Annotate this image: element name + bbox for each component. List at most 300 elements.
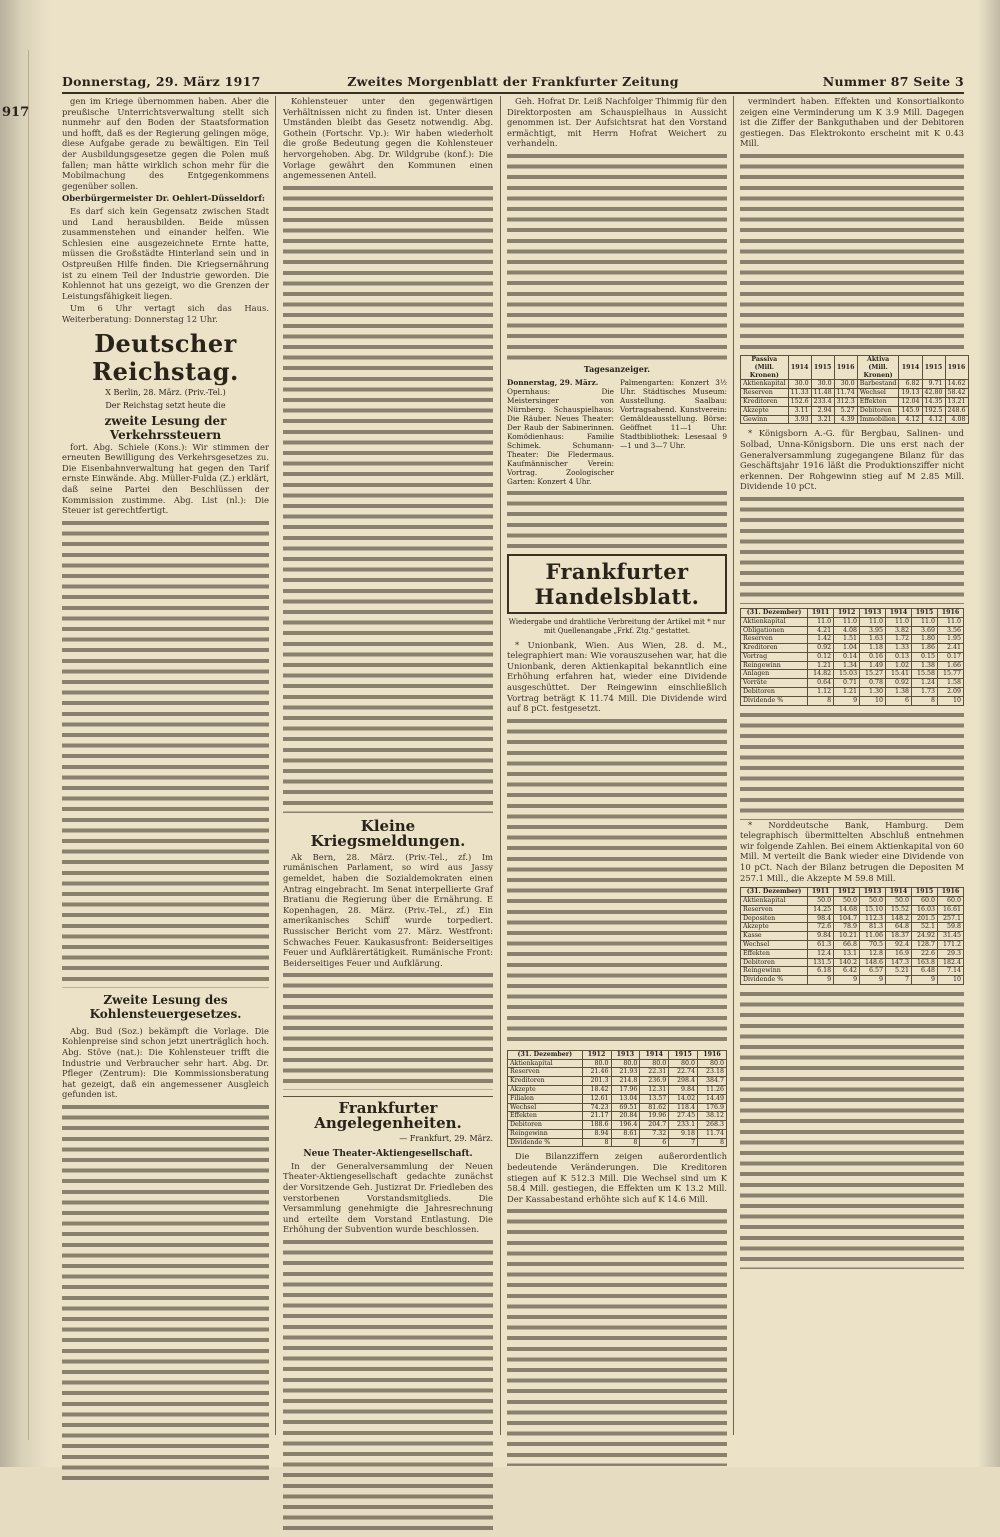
table-header-cell: 1916 <box>937 888 963 897</box>
table-cell: 4.12 <box>899 415 922 424</box>
table-cell: 14.62 <box>945 380 968 389</box>
table-cell: Dividende % <box>508 1138 583 1147</box>
table-cell: 30.0 <box>834 380 857 389</box>
table-cell: 182.4 <box>937 958 963 967</box>
table-cell: 201.3 <box>582 1077 611 1086</box>
table-cell: Reingewinn <box>741 967 808 976</box>
table-row <box>508 1112 727 1121</box>
table-cell: Reingewinn <box>508 1129 583 1138</box>
table-cell: 1.21 <box>808 661 834 670</box>
table-cell: 9.71 <box>922 380 945 389</box>
table-cell: 80.0 <box>640 1059 669 1068</box>
table-header-cell: 1911 <box>808 888 834 897</box>
table-cell: 15.41 <box>886 670 912 679</box>
table-cell: 60.0 <box>937 897 963 906</box>
table-cell: 192.5 <box>922 406 945 415</box>
table-cell: 11.0 <box>886 617 912 626</box>
table-cell: 30.0 <box>788 380 811 389</box>
table-cell: 11.33 <box>788 389 811 398</box>
article-text: Ak Bern, 28. März. (Priv.-Tel., zf.) Im rumänischen Parlament, so wird aus Jassy gemeldet, haben die Sozialdemokraten einen Antrag eingebracht. Im Senat interpellierte Graf Bratianu die Regierung über die Ernährung. E Kopenhagen, 28. März. (Priv.-Tel., zf.) Ein amerikanisches Schiff wurde torpediert. Russischer Bericht vom 27. März. Westfront: Schwaches Feuer. Kaukasusfront: Beiderseitiges Feuer und Aufklärertätigkeit. Rumänische Front: Beiderseitiges Feuer und Aufklärung. <box>283 851 493 968</box>
table-cell: Wechsel <box>741 941 808 950</box>
table-cell: 11.26 <box>698 1085 727 1094</box>
table-cell: 50.0 <box>834 897 860 906</box>
table-cell: 0.92 <box>808 644 834 653</box>
text-lines <box>740 989 964 1269</box>
norddeutsche-table <box>740 887 964 985</box>
table-cell: 8 <box>582 1138 611 1147</box>
table-cell: 9 <box>912 976 938 985</box>
table-cell: Wechsel <box>857 389 899 398</box>
table-cell: 80.0 <box>669 1059 698 1068</box>
table-cell: 14.49 <box>698 1094 727 1103</box>
table-cell: 11.06 <box>860 932 886 941</box>
table-cell: 152.6 <box>788 397 811 406</box>
table-cell: 12.04 <box>899 397 922 406</box>
table-cell: 9 <box>808 976 834 985</box>
table-header-cell: 1913 <box>611 1050 640 1059</box>
table-cell: 58.42 <box>945 389 968 398</box>
table-cell: 233.1 <box>669 1121 698 1130</box>
table-cell: 6 <box>886 696 912 705</box>
table-cell: 13.57 <box>640 1094 669 1103</box>
table-cell: 19.96 <box>640 1112 669 1121</box>
table-cell: 3.95 <box>860 626 886 635</box>
table-cell: 14.82 <box>808 670 834 679</box>
table-cell: 171.2 <box>937 941 963 950</box>
table-cell: 147.3 <box>886 958 912 967</box>
table-cell: 3.82 <box>886 626 912 635</box>
article-text: Kohlensteuer unter den gegenwärtigen Verhältnissen nicht zu finden ist. Unter diesen Umständen bleibt das Gesetz notwendig. Abg. Gothein (Fortschr. Vp.): Wir haben wiederholt die große Bedeutung gegen die Kohlensteuer hervorgehoben. Abg. Dr. Wildgrube (konf.): Die Vorlage gewährt den Kommunen einen angemessenen Anteil. <box>283 96 493 181</box>
table-cell: 0.14 <box>834 652 860 661</box>
table-cell: 268.3 <box>698 1121 727 1130</box>
table-cell: 6.57 <box>860 967 886 976</box>
table-cell: 148.6 <box>860 958 886 967</box>
table-cell: Effekten <box>857 397 899 406</box>
text-lines <box>740 151 964 351</box>
table-cell: 80.0 <box>698 1059 727 1068</box>
table-cell: 12.4 <box>808 949 834 958</box>
table-cell: 0.92 <box>886 679 912 688</box>
table-cell: 1.86 <box>912 644 938 653</box>
kohlensteuer-heading: Zweite Lesung des Kohlensteuergesetzes. <box>89 992 242 1021</box>
table-cell: 4.12 <box>922 415 945 424</box>
table-cell: 20.84 <box>611 1112 640 1121</box>
article-text: Die Bilanzziffern zeigen außerordentlich bedeutende Veränderungen. Die Kreditoren stiegen auf K 512.3 Mill. Die Wechsel sind um K 58.4 Mill. gestiegen, die Effekten um K 13.2 Mill. Der Kassabestand erhöhte sich auf K 14.6 Mill. <box>507 1151 727 1204</box>
text-lines <box>283 1237 493 1537</box>
table-cell: 15.58 <box>912 670 938 679</box>
adjournment-note: Um 6 Uhr vertagt sich das Haus. Weiterberatung: Donnerstag 12 Uhr. <box>62 303 269 324</box>
text-lines <box>740 710 964 820</box>
table-row <box>741 644 964 653</box>
table-cell: 1.24 <box>912 679 938 688</box>
table-cell: 50.0 <box>808 897 834 906</box>
table-cell: Debitoren <box>508 1121 583 1130</box>
table-cell: 1.66 <box>937 661 963 670</box>
table-cell: Aktienkapital <box>508 1059 583 1068</box>
table-cell: 8 <box>808 696 834 705</box>
table-cell: Depositen <box>741 914 808 923</box>
table-cell: 0.78 <box>860 679 886 688</box>
table-header-cell: 1912 <box>834 888 860 897</box>
table-cell: 1.34 <box>834 661 860 670</box>
table-cell: 15.77 <box>937 670 963 679</box>
table-cell: 12.61 <box>582 1094 611 1103</box>
table-cell: 11.74 <box>834 389 857 398</box>
table-cell: 201.5 <box>912 914 938 923</box>
table-cell: 16.61 <box>937 905 963 914</box>
table-cell: 12.31 <box>640 1085 669 1094</box>
table-cell: 9 <box>834 696 860 705</box>
table-cell: 8.61 <box>611 1129 640 1138</box>
table-cell: 3.56 <box>937 626 963 635</box>
table-row <box>508 1138 727 1147</box>
table-cell: Kasse <box>741 932 808 941</box>
table-cell: 13.04 <box>611 1094 640 1103</box>
header-date: Donnerstag, 29. März 1917 <box>62 74 261 89</box>
table-header-cell: 1914 <box>899 355 922 379</box>
table-cell: 0.71 <box>834 679 860 688</box>
table-header-cell: 1916 <box>945 355 968 379</box>
table-cell: Anlagen <box>741 670 808 679</box>
handelsblatt-note: Wiedergabe und drahtliche Verbreitung der Artikel mit * nur mit Quellenangabe „Frkf. Ztg." gestattet. <box>508 617 726 635</box>
table-row <box>741 914 964 923</box>
table-cell: Reserven <box>741 389 789 398</box>
table-cell: 9 <box>860 976 886 985</box>
column-4 <box>740 96 964 1435</box>
table-cell: 1.38 <box>912 661 938 670</box>
table-cell: 81.3 <box>860 923 886 932</box>
table-cell: 384.7 <box>698 1077 727 1086</box>
table-header-row <box>741 608 964 617</box>
article-text: vermindert haben. Effekten und Konsortialkonto zeigen eine Verminderung um K 3.9 Mill. Dagegen ist die Ziffer der Bankguthaben und der Debitoren gestiegen. Das Elektrokonto erscheint mit K 0.43 Mill. <box>740 96 964 149</box>
table-header-cell: 1914 <box>640 1050 669 1059</box>
table-header-cell: (31. Dezember) <box>508 1050 583 1059</box>
table-row <box>508 1094 727 1103</box>
tagesanzeiger-date: Donnerstag, 29. März. <box>507 377 599 387</box>
article-text: fort. Abg. Schiele (Kons.): Wir stimmen der erneuten Bewilligung des Verkehrsgesetzes zu. Die Eisenbahnverwaltung hat gegen den Tarif ernste Einwände. Abg. Müller-Fulda (Z.) erklärt, daß seine Partei den Beschlüssen der Kommission zustimme. Abg. List (nl.): Die Steuer ist gerechtfertigt. <box>62 441 269 516</box>
table-cell: 81.62 <box>640 1103 669 1112</box>
table-cell: 11.0 <box>937 617 963 626</box>
table-cell: 0.16 <box>860 652 886 661</box>
table-cell: 30.0 <box>811 380 834 389</box>
table-cell: 8 <box>912 696 938 705</box>
table-cell: 1.58 <box>937 679 963 688</box>
table-cell: 1.33 <box>886 644 912 653</box>
text-lines <box>507 1206 727 1466</box>
tagesanzeiger-heading: Tagesanzeiger. <box>583 363 651 374</box>
table-cell: Barbestand <box>857 380 899 389</box>
table-header-cell: (31. Dezember) <box>741 608 808 617</box>
text-lines <box>507 716 727 1046</box>
table-cell: 8 <box>611 1138 640 1147</box>
table-cell: 66.8 <box>834 941 860 950</box>
table-cell: 19.13 <box>899 389 922 398</box>
table-cell: 74.23 <box>582 1103 611 1112</box>
table-cell: 2.94 <box>811 406 834 415</box>
previous-page-fragment <box>0 50 29 1440</box>
table-cell: 78.9 <box>834 923 860 932</box>
table-cell: 140.2 <box>834 958 860 967</box>
table-cell: 38.12 <box>698 1112 727 1121</box>
table-cell: 10 <box>860 696 886 705</box>
table-header-cell: 1912 <box>582 1050 611 1059</box>
table-cell: 1.12 <box>808 688 834 697</box>
table-cell: 11.0 <box>808 617 834 626</box>
table-row <box>508 1059 727 1068</box>
table-cell: 14.68 <box>834 905 860 914</box>
table-row <box>741 389 969 398</box>
table-header-cell: 1916 <box>834 355 857 379</box>
table-cell: 176.9 <box>698 1103 727 1112</box>
table-cell: 14.25 <box>808 905 834 914</box>
table-cell: 92.4 <box>886 941 912 950</box>
table-header-cell: 1915 <box>912 608 938 617</box>
table-cell: 204.7 <box>640 1121 669 1130</box>
table-header-row <box>741 355 969 379</box>
table-cell: 248.6 <box>945 406 968 415</box>
table-cell: 13.1 <box>834 949 860 958</box>
table-row <box>741 923 964 932</box>
table-cell: 2.41 <box>937 644 963 653</box>
table-row <box>741 652 964 661</box>
table-cell: 16.9 <box>886 949 912 958</box>
table-cell: 118.4 <box>669 1103 698 1112</box>
column-1 <box>62 96 269 1435</box>
table-row <box>741 679 964 688</box>
table-cell: 3.93 <box>788 415 811 424</box>
previous-page-number: 917 <box>2 105 30 120</box>
column-3 <box>507 96 727 1435</box>
reichstag-intro: Der Reichstag setzt heute die <box>105 401 226 411</box>
table-cell: 8 <box>698 1138 727 1147</box>
page-header <box>62 74 964 94</box>
table-cell: Reingewinn <box>741 661 808 670</box>
table-header-cell: 1914 <box>886 608 912 617</box>
table-cell: 0.64 <box>808 679 834 688</box>
article-text: Es darf sich kein Gegensatz zwischen Stadt und Land herausbilden. Beide müssen zusammenstehen und einander helfen. Wie Schlesien eine ausgezeichnete Ernte hatte, müssen die Großstädte Hinterland sein und in Ostpreußen Hilfe finden. Die Kriegsernährung ist zu einem Teil der Industrie geworden. Die Kohlennot hat uns gezeigt, wo die Grenzen der Leistungsfähigkeit liegen. <box>62 205 269 301</box>
table-cell: 145.9 <box>899 406 922 415</box>
theater-subheading: Neue Theater-Aktiengesellschaft. <box>303 1148 473 1159</box>
table-cell: 1.73 <box>912 688 938 697</box>
table-cell: 128.7 <box>912 941 938 950</box>
table-cell: 9.18 <box>669 1129 698 1138</box>
table-cell: 61.3 <box>808 941 834 950</box>
table-cell: 312.3 <box>834 397 857 406</box>
text-lines <box>62 1102 269 1482</box>
table-cell: 14.35 <box>922 397 945 406</box>
table-cell: 8.94 <box>582 1129 611 1138</box>
table-cell: Vorräte <box>741 679 808 688</box>
table-row <box>741 949 964 958</box>
table-cell: Akzepte <box>741 923 808 932</box>
table-cell: 1.38 <box>886 688 912 697</box>
table-row <box>741 626 964 635</box>
table-cell: 59.8 <box>937 923 963 932</box>
text-lines <box>507 151 727 361</box>
table-cell: 24.92 <box>912 932 938 941</box>
table-header-cell: 1913 <box>860 608 886 617</box>
table-row <box>741 397 969 406</box>
table-cell: 23.18 <box>698 1068 727 1077</box>
table-cell: 16.03 <box>912 905 938 914</box>
table-cell: 11.0 <box>834 617 860 626</box>
table-cell: 1.42 <box>808 635 834 644</box>
table-cell: 15.03 <box>834 670 860 679</box>
table-row <box>741 967 964 976</box>
table-cell: 11.0 <box>912 617 938 626</box>
table-cell: 14.02 <box>669 1094 698 1103</box>
table-cell: 11.74 <box>698 1129 727 1138</box>
table-cell: 214.8 <box>611 1077 640 1086</box>
table-cell: 4.08 <box>945 415 968 424</box>
table-header-cell: Aktiva (Mill. Kronen) <box>857 355 899 379</box>
table-cell: 21.93 <box>611 1068 640 1077</box>
table-cell: 5.27 <box>834 406 857 415</box>
text-lines <box>507 488 727 548</box>
tagesanzeiger-left: Opernhaus: Die Meistersinger von Nürnberg. Schauspielhaus: Die Räuber. Neues Theater: Der Raub der Sabinerinnen. Komödienhaus: Familie Schimek. Schumann-Theater: Die Fledermaus. Kaufmännischer Verein: Vortrag. Zoologischer Garten: Konzert 4 Uhr. <box>507 386 614 486</box>
table-cell: Aktienkapital <box>741 897 808 906</box>
table-cell: 7 <box>886 976 912 985</box>
table-cell: 6.48 <box>912 967 938 976</box>
passiva-aktiva-table <box>740 355 969 424</box>
table-cell: 21.17 <box>582 1112 611 1121</box>
table-cell: 1.21 <box>834 688 860 697</box>
table-cell: 6.82 <box>899 380 922 389</box>
table-cell: 4.08 <box>834 626 860 635</box>
table-cell: 1.95 <box>937 635 963 644</box>
table-cell: Dividende % <box>741 696 808 705</box>
table-cell: 1.80 <box>912 635 938 644</box>
table-cell: 1.02 <box>886 661 912 670</box>
table-cell: 18.42 <box>582 1085 611 1094</box>
table-cell: 7.14 <box>937 967 963 976</box>
table-row <box>741 958 964 967</box>
table-row <box>741 905 964 914</box>
table-cell: 2.09 <box>937 688 963 697</box>
table-cell: 104.7 <box>834 914 860 923</box>
column-rule <box>500 96 501 1435</box>
table-header-cell: 1914 <box>788 355 811 379</box>
table-cell: 69.51 <box>611 1103 640 1112</box>
table-cell: 4.21 <box>808 626 834 635</box>
table-row <box>741 415 969 424</box>
table-cell: 21.46 <box>582 1068 611 1077</box>
table-cell: 80.0 <box>582 1059 611 1068</box>
table-cell: Akzepte <box>741 406 789 415</box>
koenigsborn-table <box>740 608 964 706</box>
article-text: * Königsborn A.-G. für Bergbau, Salinen- und Solbad, Unna-Königsborn. Die uns erst nach der Generalversammlung zugegangene Bilanz für das Geschäftsjahr 1916 läßt die Produktionsziffer nicht erkennen. Der Rohgewinn stieg auf M 2.85 Mill. Dividende 10 pCt. <box>740 428 964 492</box>
table-cell: 1.63 <box>860 635 886 644</box>
article-text: Abg. Bud (Soz.) bekämpft die Vorlage. Die Kohlenpreise sind schon jetzt unerträglich hoch. Abg. Stöve (nat.): Die Kohlensteuer trifft die Industrie und Verbraucher sehr hart. Abg. Dr. Pfleger (Zentrum): Die Kommissionsberatung hat gezeigt, daß ein angemessener Ausgleich gefunden ist. <box>62 1025 269 1100</box>
table-row <box>741 670 964 679</box>
table-cell: 1.04 <box>834 644 860 653</box>
table-cell: Dividende % <box>741 976 808 985</box>
table-header-cell: 1915 <box>669 1050 698 1059</box>
table-cell: 29.3 <box>937 949 963 958</box>
table-cell: 10.21 <box>834 932 860 941</box>
table-cell: Gewinn <box>741 415 789 424</box>
table-cell: 0.13 <box>886 652 912 661</box>
table-cell: 64.8 <box>886 923 912 932</box>
table-row <box>741 406 969 415</box>
table-cell: Reserven <box>741 905 808 914</box>
table-cell: 163.8 <box>912 958 938 967</box>
table-row <box>741 696 964 705</box>
table-cell: 0.17 <box>937 652 963 661</box>
speaker-heading: Oberbürgermeister Dr. Oehlert-Düsseldorf: <box>62 193 266 204</box>
table-cell: 0.15 <box>912 652 938 661</box>
table-cell: 10 <box>937 696 963 705</box>
table-cell: 1.18 <box>860 644 886 653</box>
table-row <box>508 1103 727 1112</box>
table-row <box>741 617 964 626</box>
table-cell: 233.4 <box>811 397 834 406</box>
table-header-row <box>508 1050 727 1059</box>
reichstag-heading: Deutscher Reichstag. <box>92 329 239 387</box>
column-rule <box>275 96 276 1435</box>
table-cell: Akzepte <box>508 1085 583 1094</box>
table-cell: Effekten <box>508 1112 583 1121</box>
table-row <box>508 1085 727 1094</box>
text-lines <box>283 183 493 813</box>
table-cell: 9.84 <box>669 1085 698 1094</box>
tagesanzeiger-right: Palmengarten: Konzert 3½ Uhr. Städtisches Museum: Ausstellung. Saalbau: Vortragsabend. Kunstverein: Gemäldeausstellung. Börse: Geöffnet 11—1 Uhr. Stadtbibliothek: Lesesaal 9—1 und 3—7 Uhr. <box>620 377 727 450</box>
article-text: * Norddeutsche Bank, Hamburg. Dem telegraphisch übermittelten Abschluß entnehmen wir folgende Zahlen. Bei einem Aktienkapital von 60 Mill. M verteilt die Bank wieder eine Dividende von 10 pCt. Nach der Bilanz betrugen die Depositen M 257.1 Mill., die Akzepte M 59.8 Mill. <box>740 819 964 883</box>
table-cell: 15.52 <box>886 905 912 914</box>
table-cell: 7.32 <box>640 1129 669 1138</box>
table-cell: Reserven <box>741 635 808 644</box>
table-cell: Debitoren <box>857 406 899 415</box>
table-cell: 10 <box>937 976 963 985</box>
table-cell: 1.72 <box>886 635 912 644</box>
table-header-row <box>741 888 964 897</box>
reichstag-dateline: X Berlin, 28. März. (Priv.-Tel.) <box>105 388 226 398</box>
handelsblatt-masthead <box>507 554 727 614</box>
table-header-cell: 1915 <box>811 355 834 379</box>
table-cell: 236.9 <box>640 1077 669 1086</box>
table-cell: Kreditoren <box>508 1077 583 1086</box>
table-cell: 148.2 <box>886 914 912 923</box>
article-text: * Unionbank, Wien. Aus Wien, 28. d. M., telegraphiert man: Wie vorauszusehen war, hat die Unionbank, deren Aktienkapital bekanntlich eine Erhöhung erfahren hat, wieder eine Dividende ausgeschüttet. Der Reingewinn einschließlich Vortrag beträgt K 11.74 Mill. Die Dividende wird auf 8 pCt. festgesetzt. <box>507 639 727 714</box>
article-text: In der Generalversammlung der Neuen Theater-Aktiengesellschaft gedachte zunächst der Vorsitzende Geh. Justizrat Dr. Friedleben des verstorbenen Vorstandsmitglieds. Die Versammlung genehmigte die Jahresrechnung und erteilte dem Vorstand Entlastung. Die Erhöhung der Subvention wurde beschlossen. <box>283 1160 493 1235</box>
table-row <box>741 380 969 389</box>
table-cell: 70.5 <box>860 941 886 950</box>
kriegsmeldungen-heading: Kleine Kriegsmeldungen. <box>310 816 466 850</box>
article-text: gen im Kriege übernommen haben. Aber die preußische Unterrichtsverwaltung stellt sich nunmehr auf den Boden der Staatsformation und hofft, daß es der Regierung gelingen möge, diese Aufgabe gerade zu bewältigen. Ein Teil der Ausbildungsgesetze gegen die Polen muß fallen; man hätte wirklich schon mehr für die Mobilmachung des Entgegenkommens gegenüber sollen. <box>62 96 269 191</box>
table-header-cell: 1915 <box>922 355 945 379</box>
table-cell: 298.4 <box>669 1077 698 1086</box>
tagesanzeiger-listing <box>507 378 727 486</box>
table-cell: Debitoren <box>741 958 808 967</box>
table-cell: 131.5 <box>808 958 834 967</box>
reichstag-subheading: zweite Lesung der Verkehrssteuern <box>104 413 227 442</box>
table-cell: 98.4 <box>808 914 834 923</box>
table-cell: 11.48 <box>811 389 834 398</box>
table-cell: 3.11 <box>788 406 811 415</box>
table-cell: 15.10 <box>860 905 886 914</box>
handelsblatt-title: Frankfurter Handelsblatt. <box>534 558 700 609</box>
table-cell: Kreditoren <box>741 397 789 406</box>
table-cell: 11.0 <box>860 617 886 626</box>
table-row <box>741 688 964 697</box>
table-cell: 42.80 <box>922 389 945 398</box>
table-cell: 257.1 <box>937 914 963 923</box>
table-cell: 4.39 <box>834 415 857 424</box>
text-lines <box>283 970 493 1090</box>
table-row <box>508 1129 727 1138</box>
table-cell: Immobilien <box>857 415 899 424</box>
text-lines <box>62 518 269 988</box>
